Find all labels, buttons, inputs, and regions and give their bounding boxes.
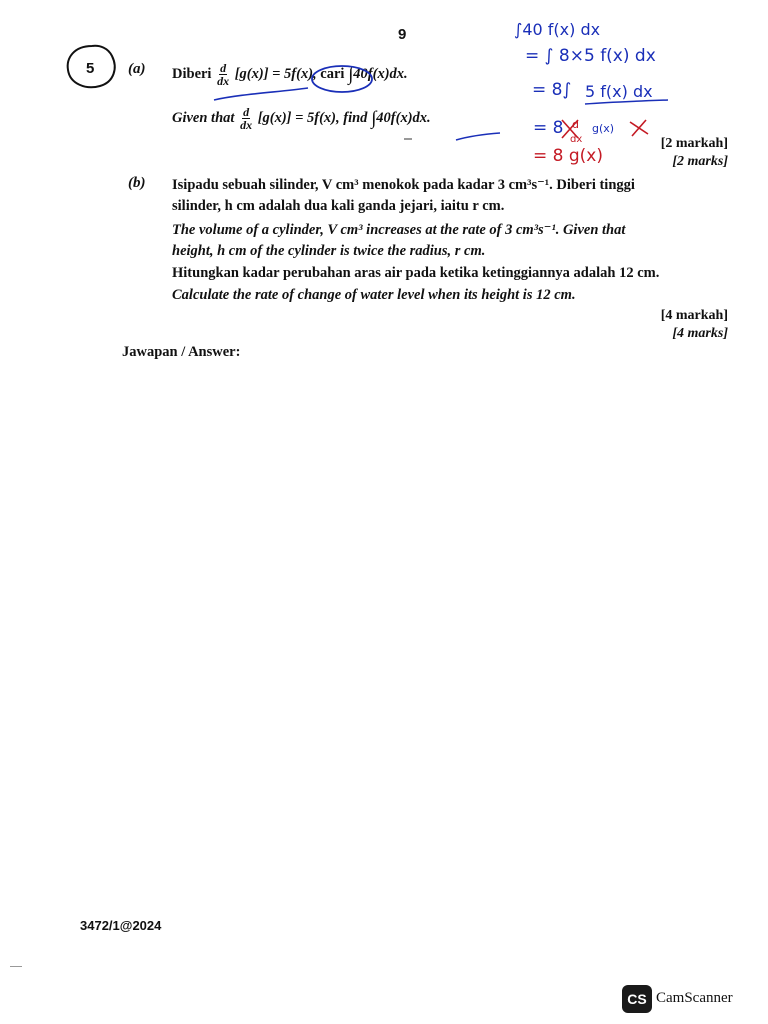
part-b-label: (b): [128, 175, 146, 191]
derivative-fraction: [217, 62, 229, 87]
page-number: 9: [398, 26, 407, 43]
part-a-malay-cari: cari: [320, 65, 345, 82]
part-b-marks-malay: [4 markah]: [660, 308, 728, 323]
handwriting-line-1: ∫40 f(x) dx: [514, 20, 601, 39]
integral-sign: ∫: [371, 107, 377, 129]
deriv-den: dx: [240, 118, 253, 132]
integral-sign: ∫: [348, 63, 354, 85]
handwriting-line-3a: = 8∫: [532, 80, 572, 100]
part-b-english-line-2: height, h cm of the cylinder is twice the radius, r cm.: [172, 243, 486, 259]
part-a-malay-expr: [g(x)] = 5f(x),: [234, 65, 317, 82]
handwriting-line-4-rest: g(x): [592, 122, 615, 135]
part-a-malay-prefix: Diberi: [172, 65, 212, 82]
part-a-label: (a): [128, 61, 146, 77]
part-b-marks-english: [4 marks]: [672, 326, 728, 341]
part-b-english-line-3: Calculate the rate of change of water level when its height is 12 cm.: [172, 287, 576, 303]
part-a-english-find: find: [343, 109, 368, 126]
part-a-marks-english: [2 marks]: [672, 154, 728, 169]
deriv-den: dx: [217, 74, 230, 88]
question-number: 5: [86, 60, 95, 77]
svg-text:d: d: [572, 118, 579, 131]
part-a-english-prefix: Given that: [172, 109, 235, 126]
part-b-malay-line-3: Hitungkan kadar perubahan aras air pada ketika ketinggiannya adalah 12 cm.: [172, 265, 660, 281]
margin-mark: [10, 966, 22, 967]
handwriting-line-2: = ∫ 8×5 f(x) dx: [525, 46, 656, 66]
handwriting-line-3b: 5 f(x) dx: [585, 82, 653, 101]
deriv-num: d: [220, 61, 227, 75]
part-b-malay-line-1: Isipadu sebuah silinder, V cm³ menokok pada kadar 3 cm³s⁻¹. Diberi tinggi: [172, 177, 635, 193]
part-a-english-expr: [g(x)] = 5f(x),: [257, 109, 340, 126]
handwriting-line-4: = 8: [533, 118, 564, 138]
part-b-english-line-1: The volume of a cylinder, V cm³ increases at the rate of 3 cm³s⁻¹. Given that: [172, 222, 626, 238]
svg-text:dx: dx: [570, 134, 583, 145]
handwriting-line-5: = 8 g(x): [533, 146, 603, 166]
part-a-malay-integral: 40f(x)dx.: [353, 65, 408, 82]
camscanner-label: CamScanner: [656, 990, 733, 1006]
part-b-malay-line-2: silinder, h cm adalah dua kali ganda jejari, iaitu r cm.: [172, 198, 505, 214]
paper-code: 3472/1@2024: [80, 918, 162, 933]
part-a-malay-line: [172, 62, 408, 87]
camscanner-logo: CS: [622, 985, 652, 1013]
part-a-english-integral: 40f(x)dx.: [376, 109, 431, 126]
answer-label: Jawapan / Answer:: [122, 344, 241, 360]
part-a-marks-malay: [2 markah]: [660, 136, 728, 151]
derivative-fraction: [240, 106, 252, 131]
deriv-num: d: [243, 105, 250, 119]
part-a-english-line: [172, 106, 431, 131]
